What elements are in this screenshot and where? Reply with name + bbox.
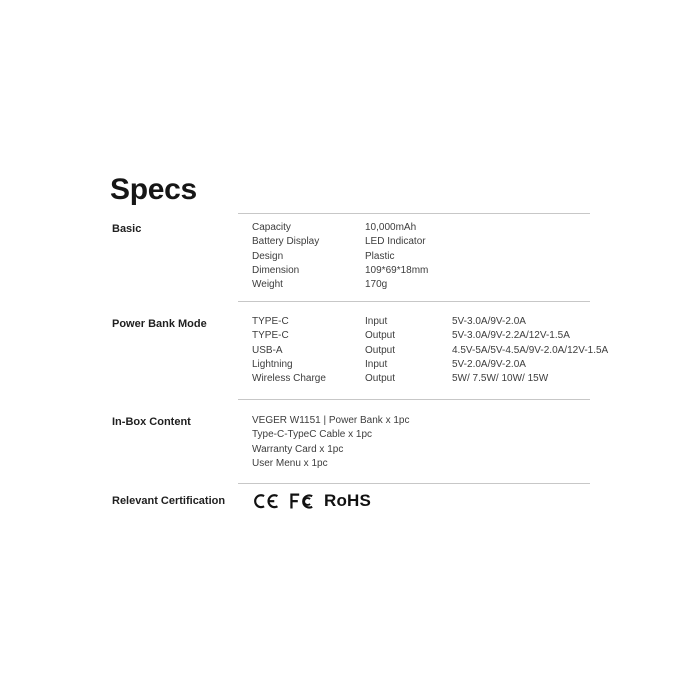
section-divider [238,213,590,214]
section-label-power-bank-mode: Power Bank Mode [112,318,207,330]
box-item: Warranty Card x 1pc [252,443,344,455]
section-divider [238,399,590,400]
certification-marks [252,492,371,510]
section-divider [238,301,590,302]
port-spec: 4.5V-5A/5V-4.5A/9V-2.0A/12V-1.5A [452,344,609,356]
port-name: TYPE-C [252,316,289,327]
port-spec: 5V-2.0A/9V-2.0A [452,358,526,370]
section-label-basic: Basic [112,223,142,235]
port-name: TYPE-C [252,330,289,342]
spec-name: Dimension [252,264,300,276]
section-label-relevant-certification: Relevant Certification [112,495,226,507]
ce-mark-icon [252,493,280,510]
port-spec: 5V-3.0A/9V-2.2A/12V-1.5A [452,330,570,342]
port-name: USB-A [252,344,283,356]
page-title: Specs [110,173,197,206]
spec-value: 10,000mAh [365,222,417,233]
port-spec: 5V-3.0A/9V-2.0A [452,316,526,327]
io-direction: Output [365,373,396,385]
spec-value: 170g [365,279,388,291]
spec-value: LED Indicator [365,236,426,248]
fcc-mark-icon [289,493,315,510]
box-item: Type-C-TypeC Cable x 1pc [252,429,373,441]
spec-name: Weight [252,279,283,291]
box-item: User Menu x 1pc [252,457,328,469]
section-label-in-box-content: In-Box Content [112,416,191,428]
spec-value: Plastic [365,250,395,262]
box-item: VEGER W1151 | Power Bank x 1pc [252,415,410,426]
spec-name: Design [252,250,284,262]
rohs-mark: RoHS [324,491,372,510]
port-name: Lightning [252,358,293,370]
io-direction: Output [365,330,396,342]
io-direction: Output [365,344,396,356]
spec-value: 109*69*18mm [365,264,429,276]
spec-name: Capacity [252,222,291,233]
port-name: Wireless Charge [252,373,326,385]
io-direction: Input [365,358,388,370]
io-direction: Input [365,316,388,327]
section-divider [238,483,590,484]
in-box-content-list [252,414,409,471]
port-spec: 5W/ 7.5W/ 10W/ 15W [452,373,549,385]
spec-name: Battery Display [252,236,320,248]
